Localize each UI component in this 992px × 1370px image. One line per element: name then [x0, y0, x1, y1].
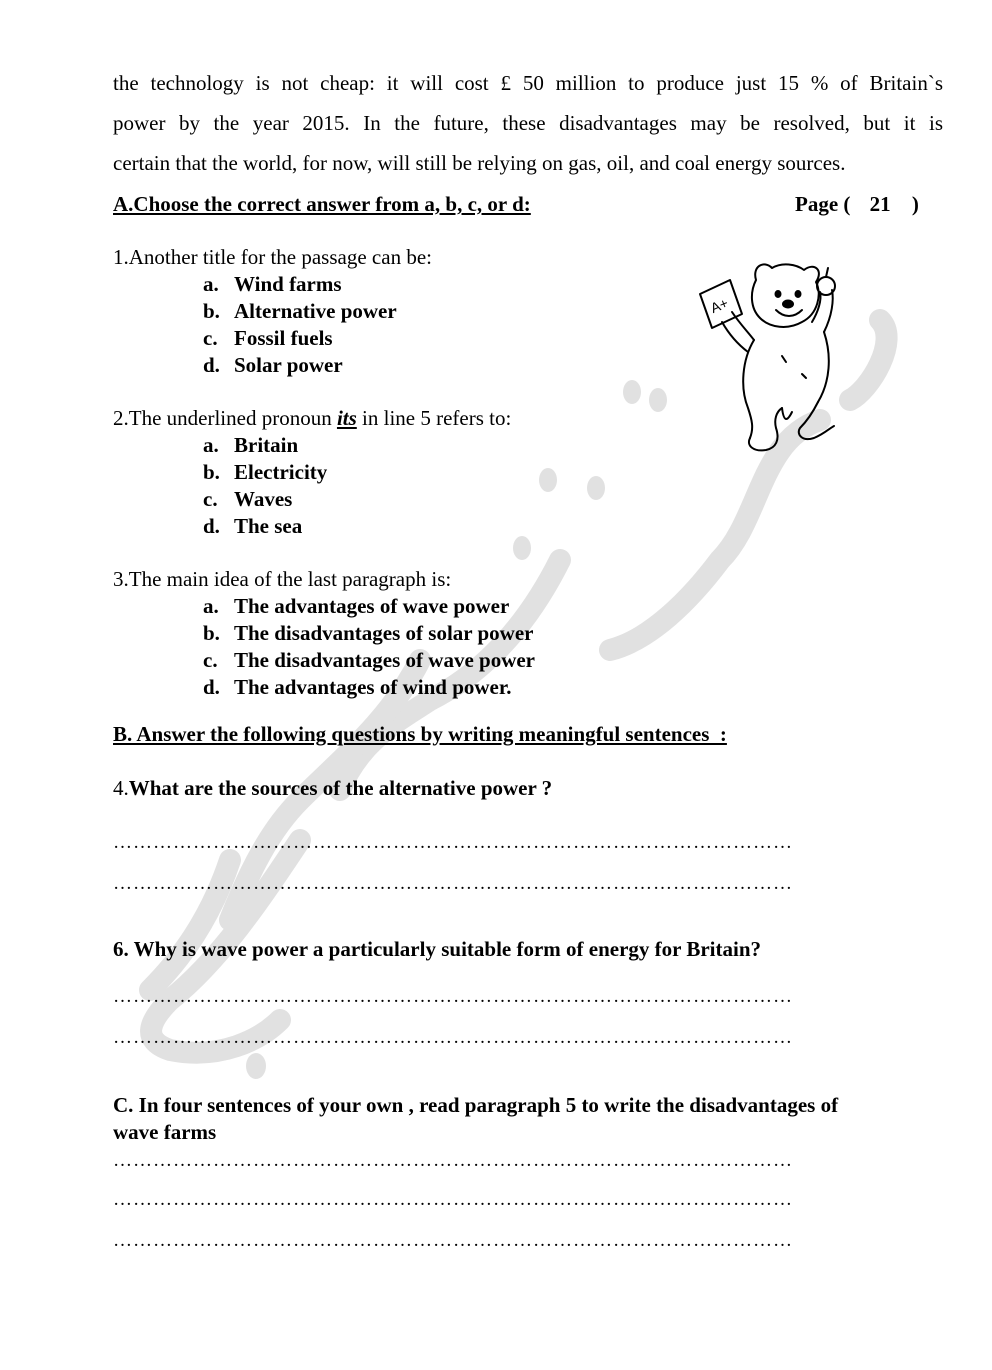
answer-line-c-3[interactable]: …………………………………………………………………………………………: [113, 1230, 793, 1251]
bear-left-leg: [749, 408, 782, 450]
bear-right-leg: [799, 402, 834, 439]
q3-option-c: c. The disadvantages of wave power: [203, 648, 536, 672]
page-number: 21: [869, 192, 891, 216]
q1-option-d: d. Solar power: [203, 353, 343, 377]
q2-option-a: a. Britain: [203, 433, 299, 457]
section-b-heading: B. Answer the following questions by writing meaningful sentences :: [113, 722, 727, 746]
answer-line-q6-1[interactable]: …………………………………………………………………………………………: [113, 986, 793, 1007]
question-3: 3.The main idea of the last paragraph is:: [113, 567, 452, 591]
sign-text: A+: [708, 294, 731, 317]
bear-left-arm: [732, 312, 754, 340]
answer-line-c-1[interactable]: …………………………………………………………………………………………: [113, 1150, 793, 1171]
bear-body: [743, 340, 754, 438]
question-6: 6. Why is wave power a particularly suitable form of energy for Britain?: [113, 937, 762, 961]
bear-illustration: [692, 252, 842, 457]
q2-option-c: c. Waves: [203, 487, 293, 511]
underlined-pronoun: its: [336, 406, 357, 430]
answer-line-q4-2[interactable]: …………………………………………………………………………………………: [113, 873, 793, 894]
q2-option-d: d. The sea: [203, 514, 303, 538]
section-c-line-1: C. In four sentences of your own , read paragraph 5 to write the disadvantages of: [113, 1093, 839, 1117]
section-a-heading: A.Choose the correct answer from a, b, c, or d:: [113, 192, 531, 216]
section-c-heading: [113, 1092, 838, 1146]
answer-line-q4-1[interactable]: …………………………………………………………………………………………: [113, 832, 793, 853]
answer-line-q6-2[interactable]: …………………………………………………………………………………………: [113, 1027, 793, 1048]
question-1: 1.Another title for the passage can be:: [113, 245, 432, 269]
q1-option-a: a. Wind farms: [203, 272, 342, 296]
page-close: ): [911, 192, 919, 216]
intro-line-1: the technology is not cheap: it will cost £ 50 million to produce just 15 % of Britain`s: [113, 71, 943, 95]
q1-option-c: c. Fossil fuels: [203, 326, 333, 350]
q1-option-b: b. Alternative power: [203, 299, 397, 323]
q3-option-d: d. The advantages of wind power.: [203, 675, 512, 699]
intro-line-3: certain that the world, for now, will still be relying on gas, oil, and coal energy sources.: [113, 151, 846, 175]
bear-head: [752, 264, 819, 327]
q2-option-b: b. Electricity: [203, 460, 328, 484]
section-c-line-2: wave farms: [113, 1120, 217, 1144]
page-label: Page (: [795, 192, 851, 216]
intro-paragraph: [113, 63, 943, 183]
answer-line-c-2[interactable]: …………………………………………………………………………………………: [113, 1189, 793, 1210]
question-2: 2.The underlined pronoun its in line 5 refers to:: [113, 406, 512, 430]
question-4: 4.What are the sources of the alternative power ?: [113, 776, 553, 800]
intro-line-2: power by the year 2015. In the future, these disadvantages may be resolved, but it is: [113, 111, 943, 135]
q3-option-b: b. The disadvantages of solar power: [203, 621, 534, 645]
page-number-label: [795, 192, 919, 217]
q3-option-a: a. The advantages of wave power: [203, 594, 510, 618]
